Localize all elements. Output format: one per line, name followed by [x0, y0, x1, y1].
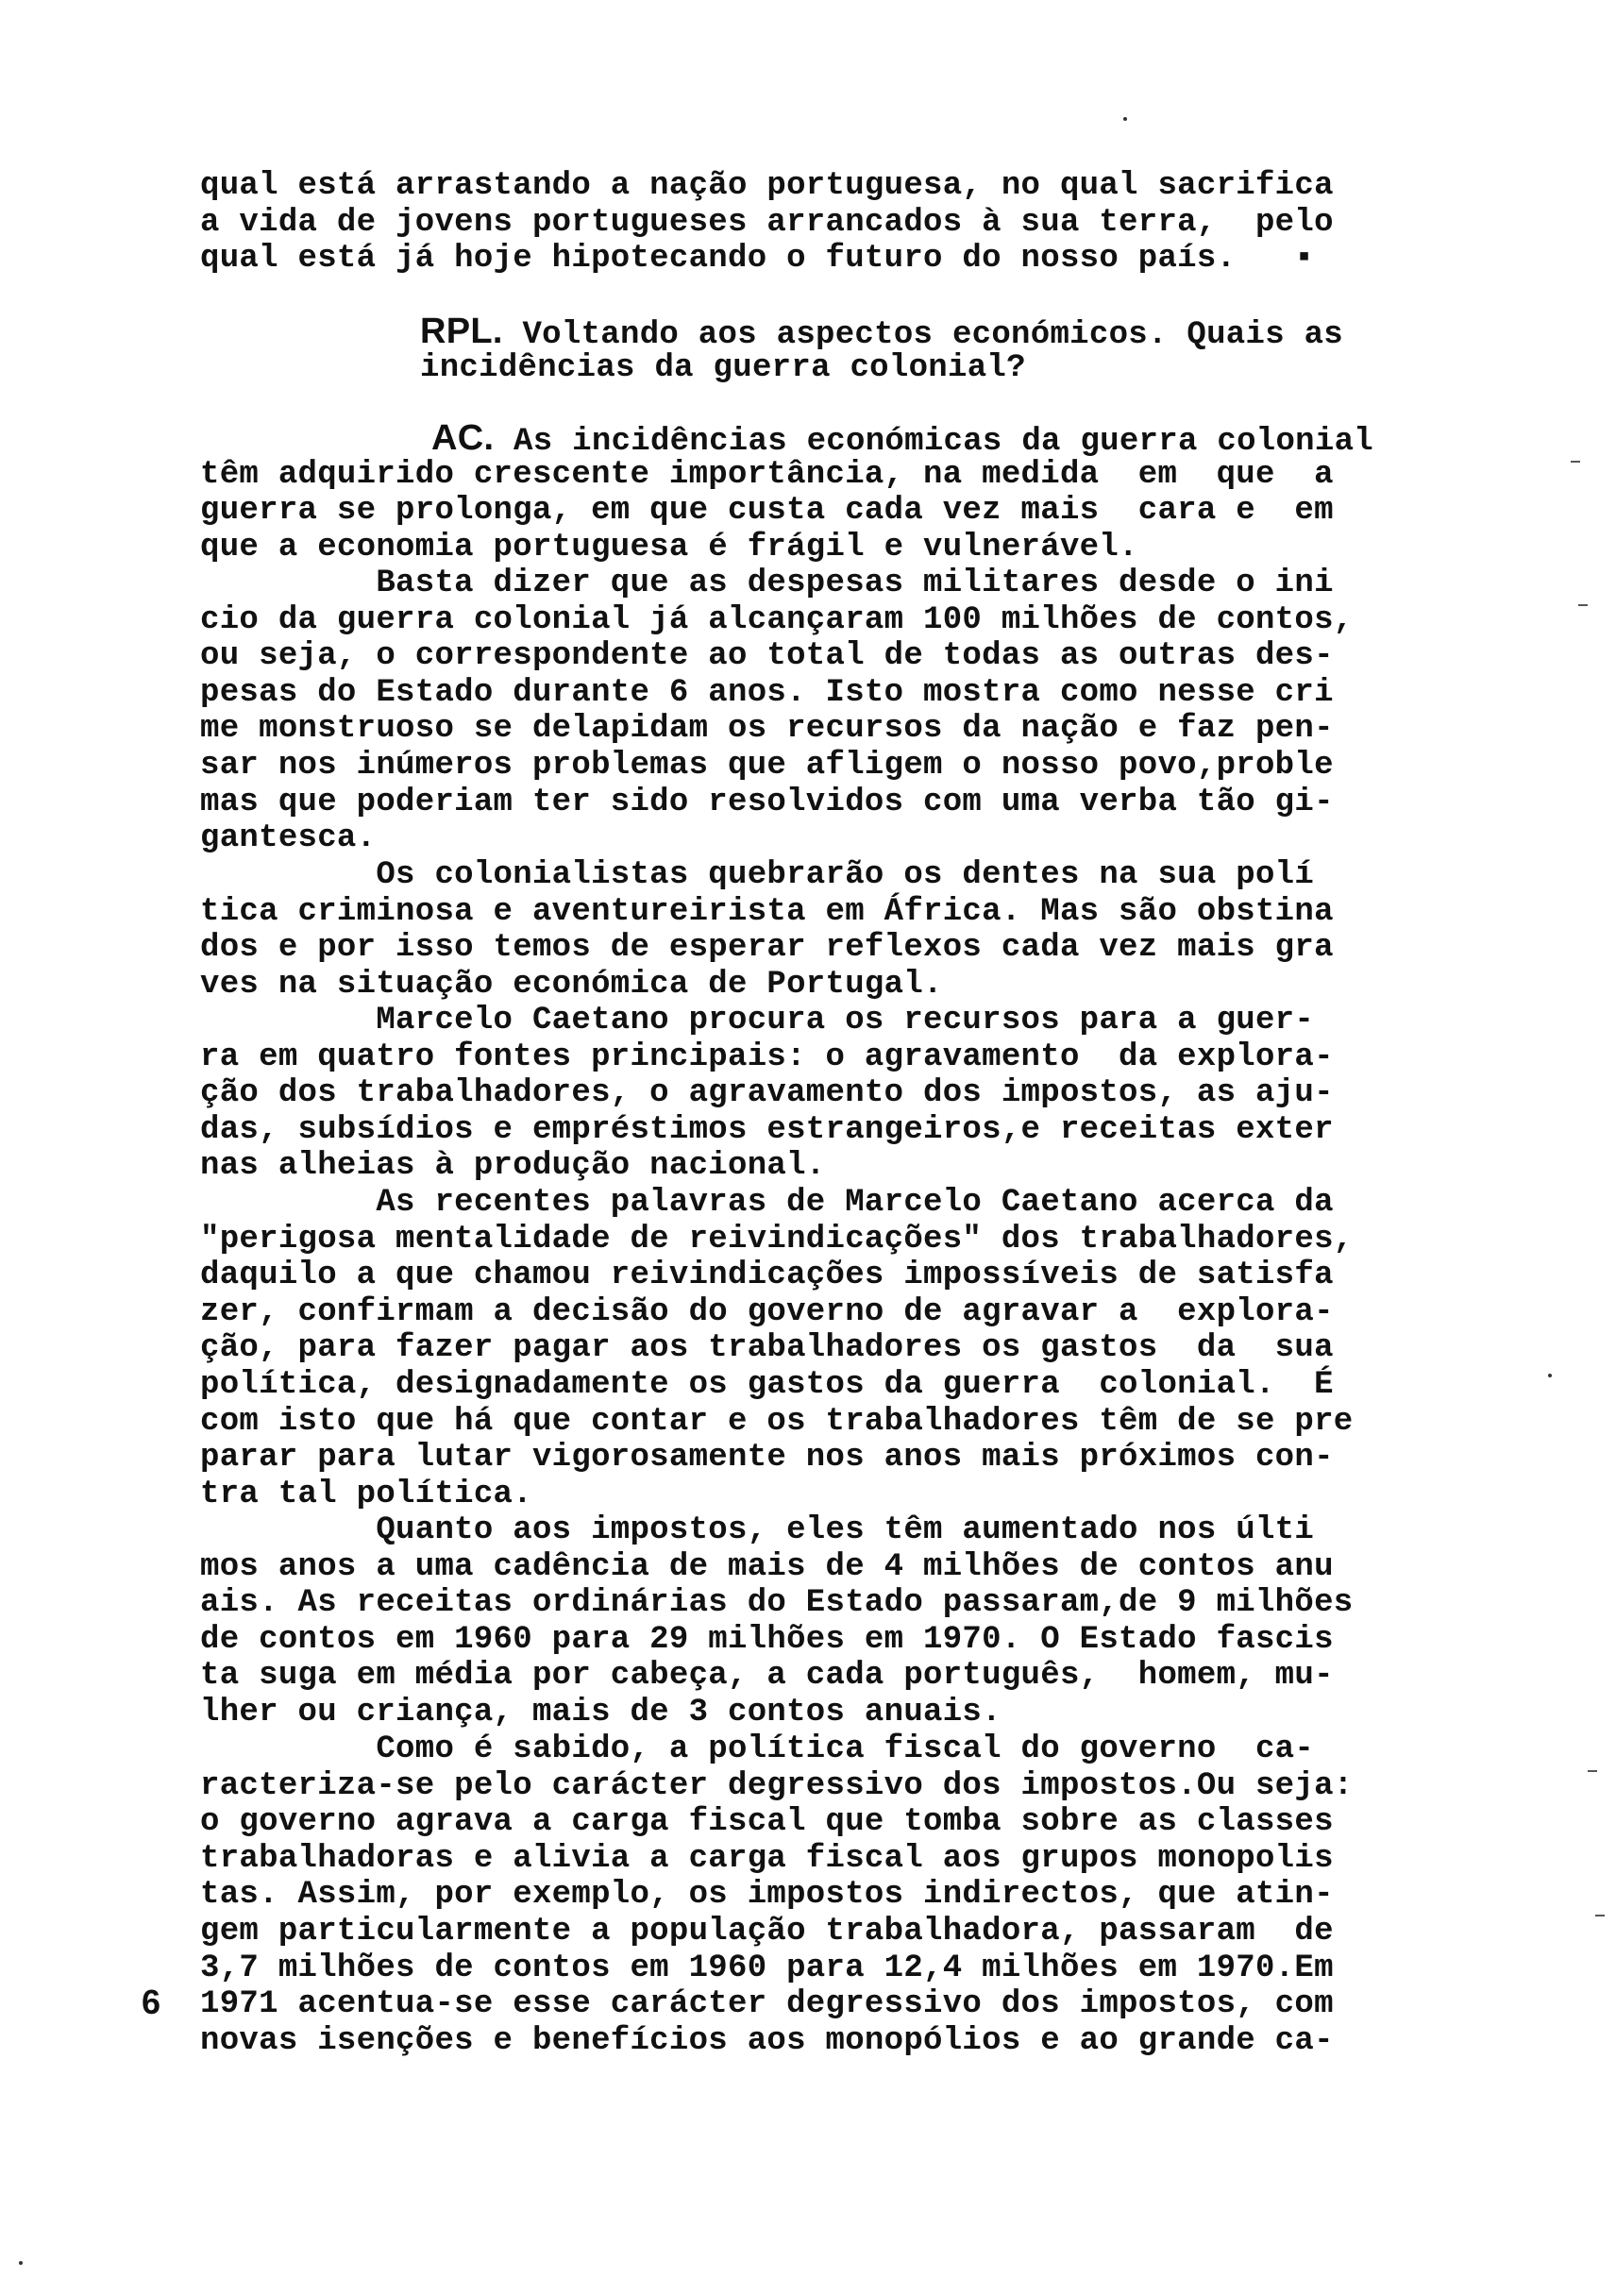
text-line: As recentes palavras de Marcelo Caetano acerca da: [200, 1185, 1334, 1221]
text-line: qual está já hoje hipotecando o futuro do nosso país. ▪: [200, 241, 1315, 278]
text-line: tica criminosa e aventureirista em África. Mas são obstina: [200, 893, 1334, 930]
text-line: gem particularmente a população trabalhadora, passaram de: [200, 1913, 1334, 1950]
text-line: racteriza-se pelo carácter degressivo dos impostos.Ou seja:: [200, 1767, 1354, 1804]
text-line: têm adquirido crescente importância, na medida em que a: [200, 456, 1334, 493]
text-line: parar para lutar vigorosamente nos anos mais próximos con-: [200, 1440, 1334, 1477]
text-line: As incidências económicas da guerra colonial: [494, 424, 1373, 460]
page-number: 6: [142, 1983, 161, 2021]
paragraph-2: [200, 566, 1474, 857]
scan-speck: [1548, 1374, 1552, 1377]
paragraph-7: [200, 1731, 1474, 2059]
text-line: política, designadamente os gastos da guerra colonial. É: [200, 1366, 1334, 1403]
paragraph-6: [200, 1512, 1474, 1731]
text-line: guerra se prolonga, em que custa cada vez mais cara e em: [200, 493, 1334, 530]
text-line: ou seja, o correspondente ao total de todas as outras des-: [200, 638, 1334, 675]
scan-mark: [1595, 1915, 1605, 1916]
text-line: ves na situação económica de Portugal.: [200, 966, 943, 1003]
text-line: de contos em 1960 para 29 milhões em 1970. O Estado fascis: [200, 1621, 1334, 1658]
text-line: o governo agrava a carga fiscal que tomba sobre as classes: [200, 1804, 1334, 1841]
text-line: ção dos trabalhadores, o agravamento dos impostos, as aju-: [200, 1075, 1334, 1112]
text-line: tas. Assim, por exemplo, os impostos indirectos, que atin-: [200, 1877, 1334, 1914]
paragraph-3: [200, 857, 1474, 1003]
answer-ac: [200, 420, 1474, 566]
text-line: mas que poderiam ter sido resolvidos com uma verba tão gi-: [200, 784, 1334, 820]
text-line: 1971 acentua-se esse carácter degressivo dos impostos, com: [200, 1986, 1334, 2023]
text-line: novas isenções e benefícios aos monopólios e ao grande ca-: [200, 2022, 1334, 2059]
text-line: a vida de jovens portugueses arrancados à sua terra, pelo: [200, 204, 1334, 241]
paragraph-1: [200, 168, 1474, 278]
text-line: gantesca.: [200, 820, 377, 857]
text-line: ais. As receitas ordinárias do Estado passaram,de 9 milhões: [200, 1585, 1354, 1622]
text-line: dos e por isso temos de esperar reflexos cada vez mais gra: [200, 930, 1334, 967]
text-line: Marcelo Caetano procura os recursos para a guer-: [200, 1003, 1315, 1038]
paragraph-5: [200, 1185, 1474, 1512]
text-line: Voltando aos aspectos económicos. Quais as: [502, 317, 1344, 353]
text-line: Quanto aos impostos, eles têm aumentado nos últi: [200, 1512, 1315, 1548]
scan-speck: [19, 2261, 23, 2265]
text-line: pesas do Estado durante 6 anos. Isto mostra como nesse cri: [200, 674, 1334, 711]
text-line: sar nos inúmeros problemas que afligem o nosso povo,proble: [200, 747, 1334, 784]
text-line: trabalhadoras e alivia a carga fiscal aos grupos monopolis: [200, 1840, 1334, 1877]
scan-mark: [1578, 604, 1588, 606]
text-line: nas alheias à produção nacional.: [200, 1148, 826, 1185]
text-line: lher ou criança, mais de 3 contos anuais.: [200, 1694, 1002, 1730]
text-line: cio da guerra colonial já alcançaram 100 milhões de contos,: [200, 601, 1354, 638]
text-line: Os colonialistas quebrarão os dentes na sua polí: [200, 857, 1315, 893]
scan-mark: [1571, 461, 1580, 463]
text-line: mos anos a uma cadência de mais de 4 milhões de contos anu: [200, 1548, 1334, 1585]
speaker-label: AC.: [431, 418, 495, 458]
text-line: ta suga em média por cabeça, a cada português, homem, mu-: [200, 1658, 1334, 1695]
text-line: qual está arrastando a nação portuguesa, no qual sacrifica: [200, 168, 1334, 204]
question-rpl: [420, 313, 1477, 386]
scan-speck: [1123, 117, 1127, 121]
text-line: 3,7 milhões de contos em 1960 para 12,4 milhões em 1970.Em: [200, 1950, 1334, 1986]
scan-mark: [1588, 1770, 1597, 1772]
text-line: das, subsídios e empréstimos estrangeiros,e receitas exter: [200, 1111, 1334, 1148]
text-line: incidências da guerra colonial?: [420, 349, 1026, 386]
text-line: zer, confirmam a decisão do governo de agravar a explora-: [200, 1293, 1334, 1330]
text-line: me monstruoso se delapidam os recursos da nação e faz pen-: [200, 711, 1334, 748]
text-line: com isto que há que contar e os trabalhadores têm de se pre: [200, 1403, 1354, 1440]
text-line: Como é sabido, a política fiscal do governo ca-: [200, 1731, 1315, 1767]
paragraph-4: [200, 1003, 1474, 1185]
text-line: tra tal política.: [200, 1476, 532, 1512]
text-line: ra em quatro fontes principais: o agravamento da explora-: [200, 1038, 1334, 1075]
text-line: daquilo a que chamou reivindicações impossíveis de satisfa: [200, 1258, 1334, 1294]
text-line: Basta dizer que as despesas militares desde o ini: [200, 566, 1334, 601]
text-line: que a economia portuguesa é frágil e vulnerável.: [200, 529, 1138, 566]
text-line: ção, para fazer pagar aos trabalhadores os gastos da sua: [200, 1330, 1334, 1367]
speaker-label: RPL.: [420, 312, 503, 351]
text-line: "perigosa mentalidade de reivindicações" dos trabalhadores,: [200, 1221, 1354, 1258]
